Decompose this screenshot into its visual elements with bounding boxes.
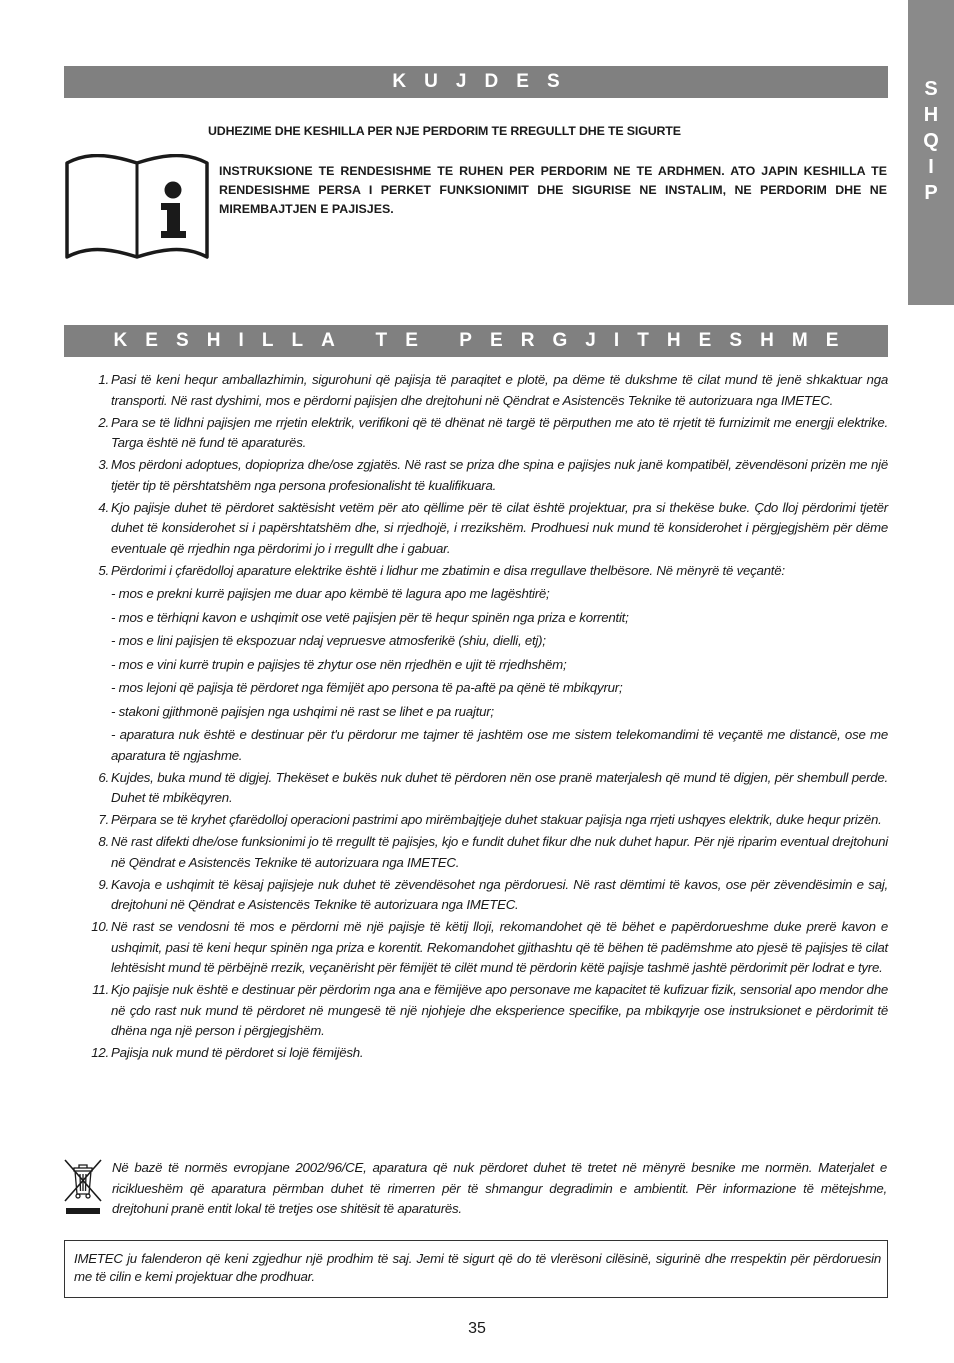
rule-subitem: - aparatura nuk është e destinuar për t'u përdorur me tajmer të jashtëm ose me sistem telekomandimi të veçantë me distancë, ose me aparatura të ngjashme. <box>111 727 888 763</box>
rule-body <box>111 561 888 767</box>
rule-body <box>111 768 888 809</box>
language-tab-letter: Q <box>923 130 939 152</box>
rule-number: 11. <box>92 982 109 997</box>
rule-number: 1. <box>98 372 109 387</box>
rule-text: Kujdes, buka mund të digjej. Thekëset e bukës nuk duhet të përdoren nën ose pranë materjalesh që mund të digjen, për shembull perde. Duhet të mbikëqyren. <box>111 769 888 805</box>
rule-subitem: - mos e prekni kurrë pajisjen me duar apo këmbë të lagura apo me lagështirë; <box>111 586 550 601</box>
rule-text: Para se të lidhni pajisjen me rrjetin elektrik, verifikoni që të dhënat në targë të përputhen me ato të rrjetit të furnizimit me energji elektrike. Targa është në fund të aparaturës. <box>111 414 888 450</box>
info-manual-icon <box>64 154 210 265</box>
rule-number: 10. <box>91 919 109 934</box>
section-banner <box>64 325 888 357</box>
crossed-out-bin-icon <box>63 1157 103 1222</box>
rule-number: 5. <box>98 562 109 578</box>
rule-body <box>111 980 888 1042</box>
language-tab-letter: S <box>924 78 938 100</box>
rule-body <box>111 498 888 560</box>
rule-item <box>78 455 888 496</box>
rule-subitem: - mos lejoni që pajisja të përdoret nga fëmijët apo persona të pa-aftë pa qënë të mbikqyrur; <box>111 680 623 695</box>
rule-item <box>78 832 888 873</box>
rule-number: 8. <box>98 834 109 849</box>
rule-text: Pasi të keni hequr amballazhimin, sigurohuni që pajisja të paraqitet e plotë, pa dëme të dukshme të cilat mund të jenë shkaktuar nga transporti. Në rast dyshimi, mos e përdorni pajisjen dhe drejtohuni në Qëndrat e Asistencës Teknike të autorizuara nga IMETEC. <box>111 372 888 408</box>
rule-body <box>111 455 888 496</box>
language-tab-letter: P <box>924 182 938 204</box>
closing-note: IMETEC ju falenderon që keni zgjedhur një prodhim të saj. Jemi të sigurt që do të vlerësoni cilësinë, sigurinë dhe rrespektin për përdoruesin me të cilin e kemi projektuar dhe prodhuar. <box>74 1251 881 1284</box>
rule-item <box>78 561 888 767</box>
rule-item <box>78 980 888 1042</box>
rule-item <box>78 768 888 809</box>
rule-item <box>78 370 888 411</box>
rule-number: 7. <box>98 812 109 827</box>
rule-subitem: - stakoni gjithmonë pajisjen nga ushqimi në rast se lihet e pa ruajtur; <box>111 703 494 719</box>
rule-body <box>111 810 888 831</box>
rule-number: 2. <box>98 414 109 430</box>
rule-text: Përpara se të kryhet çfarëdolloj operacioni pastrimi apo mirëmbajtjeje duhet stakuar pajisja nga rrjeti ushqyes elektrik, duke hequr prizën. <box>111 812 882 827</box>
rule-body <box>111 1043 888 1064</box>
rule-item <box>78 917 888 979</box>
language-tab-letter: I <box>928 156 934 178</box>
rule-number: 6. <box>98 769 109 785</box>
rule-subitem: - mos e lini pajisjen të ekspozuar ndaj vepruesve atmosferikë (shiu, dielli, etj); <box>111 633 546 648</box>
rule-item <box>78 875 888 916</box>
rule-item <box>78 413 888 454</box>
weee-disposal-notice: Në bazë të normës evropjane 2002/96/CE, aparatura që nuk përdoret duhet të tretet në mënyrë besnike me normën. Materjalet e riciklueshëm që aparatura përmban duhet të rimerren për të shmangur degradimin e ambientit. Për informazione të mëtejshme, drejtohuni pranë entit lokal të tretjes ose shitësit të aparaturës. <box>112 1160 887 1216</box>
rule-text: Në rast se vendosni të mos e përdorni më një pajisje të këtij lloji, rekomandohet që të bëhet e papërdorueshme duke prerë kavon e ushqimit, pasi të keni hequr spinën nga priza e korentit. Rekomandohet gjithashtu që të bëhen të padëmshme ato pjesë të pajisjes të cilat lehtësisht mund të përbëjnë rrezik, veçanërisht për fëmijët të cilët mund të përdorin këtë pajisje tashmë jashtë përdorimit për lodrat e tyre. <box>111 919 888 975</box>
rule-body <box>111 370 888 411</box>
rule-text: Kjo pajisje nuk është e destinuar për përdorim nga ana e fëmijëve apo personave me kapacitet të kufizuar fizik, sensorial apo mendor dhe në çdo rast nuk mund të përdoret në mungesë të një njohjeje dhe eksperience specifike, pa mbikqyrje ose instruksionet e përdorimit të dhëna nga një person i përgjegjshëm. <box>111 982 888 1038</box>
page-number: 35 <box>468 1320 486 1337</box>
rule-number: 4. <box>98 499 109 515</box>
rule-text: Përdorimi i çfarëdolloj aparature elektrike është i lidhur me zbatimin e disa rregullave thelbësore. Në mënyrë të veçantë: <box>111 562 785 578</box>
rule-item <box>78 1043 888 1064</box>
closing-note-box <box>64 1240 888 1298</box>
rule-text: Kjo pajisje duhet të përdoret saktësisht vetëm për ato qëllime për të cilat është projektuar, pra si thekëse buke. Çdo lloj përdorimi tjetër duhet të konsiderohet si i papërshtatshëm dhe, si rrjedhojë, i rrezikshëm. Prodhuesi nuk mund të konsiderohet i përgjegjshëm për dëme eventuale që rrjedhin nga përdorimi jo i rregullt dhe i gabuar. <box>111 499 888 556</box>
rule-text: Mos përdoni adoptues, dopiopriza dhe/ose zgjatës. Në rast se priza dhe spina e pajisjes nuk janë kompatibël, zëvendësoni prizën me një tjetër tip të përshtatshëm nga persona profesionalisht të kualifikuara. <box>111 457 888 493</box>
rule-body <box>111 917 888 979</box>
rule-body <box>111 832 888 873</box>
rule-text: Në rast difekti dhe/ose funksionimi jo të rregullt të pajisjes, kjo e fundit duhet fikur dhe nuk duhet hapur. Për një riparim eventual drejtohuni në Qëndrat e Asistencës Teknike të autorizuara nga IMETEC. <box>111 834 888 870</box>
rule-subitem: - mos e vini kurrë trupin e pajisjes të zhytur ose nën rrjedhën e ujit të rrjedhshëm; <box>111 656 567 672</box>
rule-text: Kavoja e ushqimit të kësaj pajisjeje nuk duhet të zëvendësohet nga përdoruesi. Në rast dëmtimi të kavos, ose për zëvendësimin e saj, drejtohuni në Qëndrat e Asistencës Teknike të autorizuara nga IMETEC. <box>111 876 888 912</box>
rule-number: 3. <box>98 457 109 472</box>
rule-number: 9. <box>98 876 109 892</box>
rule-text: Pajisja nuk mund të përdoret si lojë fëmijësh. <box>111 1045 364 1060</box>
intro-subtitle: UDHEZIME DHE KESHILLA PER NJE PERDORIM TE RREGULLT DHE TE SIGURTE <box>208 124 681 138</box>
rule-item <box>78 810 888 831</box>
warning-banner <box>64 66 888 98</box>
warning-banner-title: KUJDES <box>392 71 578 92</box>
rule-number: 12. <box>91 1045 109 1060</box>
rule-body <box>111 413 888 454</box>
intro-notice: INSTRUKSIONE TE RENDESISHME TE RUHEN PER PERDORIM NE TE ARDHMEN. ATO JAPIN KESHILLA TE RENDESISHME PERSA I PERKET FUNKSIONIMIT DHE SIGURISE NE INSTALIM, NE PERDORIM DHE NE MIREMBAJTJEN E PAJISJES. <box>219 164 887 216</box>
rule-item <box>78 498 888 560</box>
language-tab-letter: H <box>923 104 939 126</box>
rule-body <box>111 875 888 916</box>
language-tab <box>908 0 954 305</box>
rule-subitem: - mos e tërhiqni kavon e ushqimit ose vetë pajisjen për të hequr spinën nga priza e korrentit; <box>111 609 629 625</box>
rules-list <box>78 370 888 1065</box>
section-banner-title: KESHILLA TE PERGJITHESHME <box>113 330 857 351</box>
